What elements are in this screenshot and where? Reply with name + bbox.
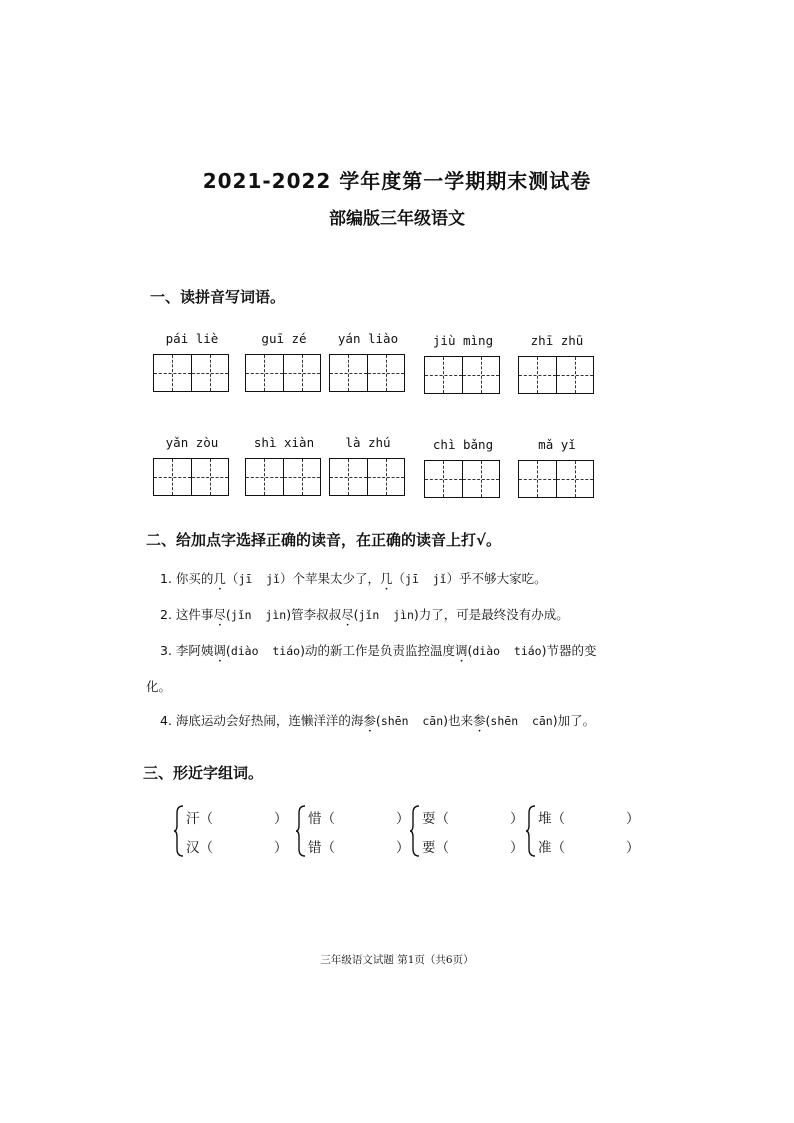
writing-cell[interactable] [246,355,284,391]
section-heading-similar-chars: 三、形近字组词。 [143,764,264,782]
char-pair-top: 惜（ ） [308,811,410,827]
pinyin-word-item [424,332,502,394]
writing-grid [153,458,229,496]
pinyin-label: yán liào [337,331,399,346]
pinyin-word-item [329,330,407,392]
pinyin-label: yǎn zòu [165,435,219,450]
writing-grid [153,354,229,392]
pronunciation-options[interactable]: jǐn jìn [358,608,414,622]
char-pair-top: 耍（ ） [422,811,524,827]
writing-cell[interactable] [192,355,229,391]
pronunciation-options[interactable]: shēn cān [380,714,444,728]
question-3-continued: 化。 [146,679,172,694]
writing-grid [245,354,321,392]
writing-cell[interactable] [330,459,368,495]
writing-grid [424,356,500,394]
pronunciation-options[interactable]: diào tiáo [472,644,542,658]
writing-cell[interactable] [463,357,500,393]
char-pair-top: 汗（ ） [186,811,288,827]
dotted-char: 几 [380,571,393,586]
writing-cell[interactable] [284,355,321,391]
char-pair-bottom: 要（ ） [422,840,524,856]
question-3: 3. 李阿姨调(diào tiáo)动的新工作是负责监控温度调(diào tiáo)节器的变 [160,643,597,658]
pronunciation-options[interactable]: shēn cān [490,714,553,728]
brace-icon [296,805,306,857]
pinyin-label: guī zé [261,331,307,346]
writing-grid [245,458,321,496]
char-pair-group [296,803,410,859]
writing-cell[interactable] [557,357,594,393]
writing-cell[interactable] [519,461,557,497]
writing-cell[interactable] [330,355,368,391]
writing-cell[interactable] [425,357,463,393]
pinyin-word-item [329,434,407,496]
section-heading-pronunciation: 二、给加点字选择正确的读音，在正确的读音上打√。 [146,531,502,549]
char-pair-bottom: 汉（ ） [186,840,288,856]
page-title: 2021-2022 学年度第一学期期末测试卷 [202,169,592,193]
char-pair-top: 堆（ ） [538,811,640,827]
pinyin-label: chì bǎng [432,437,494,452]
pronunciation-options[interactable]: diào tiáo [230,644,301,658]
writing-cell[interactable] [154,459,192,495]
brace-icon [526,805,536,857]
char-pair-group [174,803,288,859]
pinyin-label: mǎ yǐ [538,437,576,452]
brace-icon [174,805,184,857]
pronunciation-options[interactable]: jī jǐ [405,572,447,586]
writing-cell[interactable] [284,459,321,495]
writing-cell[interactable] [154,355,192,391]
writing-cell[interactable] [246,459,284,495]
writing-cell[interactable] [463,461,500,497]
pinyin-label: pái liè [165,331,219,346]
pronunciation-options[interactable]: jī jǐ [238,572,280,586]
pinyin-word-item [153,330,231,392]
dotted-char: 尽 [213,607,226,622]
pinyin-label: jiù mìng [432,333,494,348]
writing-cell[interactable] [368,459,405,495]
pinyin-label: shì xiàn [253,435,315,450]
dotted-char: 调 [213,643,226,658]
section-heading-pinyin: 一、读拼音写词语。 [150,288,286,306]
pinyin-label: là zhú [345,435,391,450]
brace-icon [410,805,420,857]
writing-grid [329,458,405,496]
writing-cell[interactable] [557,461,594,497]
pinyin-label: zhī zhū [530,333,584,348]
writing-grid [329,354,405,392]
dotted-char: 尽 [341,607,354,622]
char-pair-bottom: 准（ ） [538,840,640,856]
writing-cell[interactable] [368,355,405,391]
writing-grid [518,356,594,394]
pinyin-word-item [153,434,231,496]
pronunciation-options[interactable]: jǐn jìn [230,608,287,622]
writing-grid [424,460,500,498]
page-footer: 三年级语文试题 第1页（共6页） [320,954,474,966]
dotted-char: 参 [473,713,486,728]
question-4: 4. 海底运动会好热闹，连懒洋洋的海参(shēn cān)也来参(shēn cān)加了。 [160,713,596,728]
pinyin-word-item [518,332,596,394]
writing-cell[interactable] [425,461,463,497]
question-1: 1. 你买的几（jī jǐ）个苹果太少了，几（jī jǐ）乎不够大家吃。 [160,571,547,586]
dotted-char: 参 [363,713,376,728]
writing-cell[interactable] [519,357,557,393]
char-pair-group [410,803,524,859]
pinyin-word-item [518,436,596,498]
char-pair-group [526,803,640,859]
writing-grid [518,460,594,498]
char-pair-bottom: 错（ ） [308,840,410,856]
question-2: 2. 这件事尽(jǐn jìn)管李叔叔尽(jǐn jìn)力了，可是最终没有办成。 [160,607,569,622]
pinyin-word-item [424,436,502,498]
page-subtitle: 部编版三年级语文 [329,209,465,229]
dotted-char: 几 [213,571,226,586]
writing-cell[interactable] [192,459,229,495]
dotted-char: 调 [454,643,468,658]
pinyin-word-item [245,434,323,496]
pinyin-word-item [245,330,323,392]
